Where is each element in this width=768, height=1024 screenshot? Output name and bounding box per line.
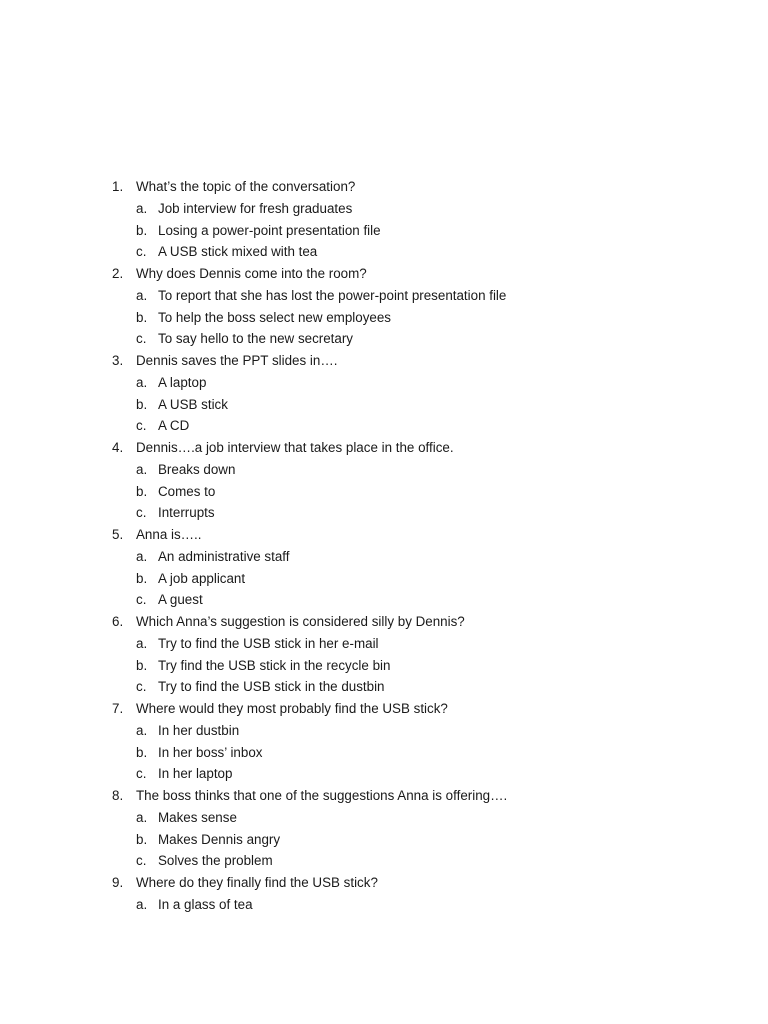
option-text: Interrupts	[158, 505, 215, 521]
question-number: 2.	[112, 266, 124, 281]
option-letter: c.	[136, 331, 147, 347]
option-text: In a glass of tea	[158, 896, 253, 912]
option-text: A USB stick	[158, 396, 228, 412]
option-text: Try to find the USB stick in her e-mail	[158, 635, 379, 651]
question-text: Which Anna’s suggestion is considered silly by Dennis?	[136, 614, 465, 629]
option-item	[0, 568, 768, 590]
option-item	[0, 502, 768, 524]
option-letter: c.	[136, 418, 147, 434]
option-item	[0, 829, 768, 851]
option-text: A CD	[158, 418, 190, 434]
option-letter: b.	[136, 222, 148, 238]
option-text: Try to find the USB stick in the dustbin	[158, 679, 385, 695]
question-number: 9.	[112, 875, 124, 890]
question-number: 5.	[112, 527, 124, 542]
option-text: In her boss’ inbox	[158, 744, 263, 760]
option-letter: a.	[136, 809, 148, 825]
question-3	[0, 350, 768, 372]
question-text: The boss thinks that one of the suggestions Anna is offering….	[136, 788, 508, 803]
option-letter: b.	[136, 396, 148, 412]
question-number: 6.	[112, 614, 124, 629]
option-text: A guest	[158, 592, 203, 608]
question-number: 8.	[112, 788, 124, 803]
option-item	[0, 394, 768, 416]
option-text: Makes Dennis angry	[158, 831, 281, 847]
option-letter: a.	[136, 200, 148, 216]
option-letter: c.	[136, 679, 147, 695]
option-item	[0, 894, 768, 916]
option-text: A USB stick mixed with tea	[158, 244, 318, 260]
question-number: 1.	[112, 179, 124, 194]
option-item	[0, 220, 768, 242]
option-item	[0, 633, 768, 655]
option-letter: b.	[136, 483, 148, 499]
question-9	[0, 872, 768, 894]
option-letter: a.	[136, 635, 148, 651]
option-text: To help the boss select new employees	[158, 309, 391, 325]
option-letter: c.	[136, 505, 147, 521]
option-item	[0, 415, 768, 437]
question-6	[0, 611, 768, 633]
question-text: Where do they finally find the USB stick?	[136, 875, 378, 890]
option-item	[0, 655, 768, 677]
question-text: Where would they most probably find the USB stick?	[136, 701, 448, 716]
question-number: 4.	[112, 440, 124, 455]
option-item	[0, 546, 768, 568]
question-4	[0, 437, 768, 459]
option-text: To say hello to the new secretary	[158, 331, 354, 347]
option-letter: b.	[136, 570, 148, 586]
question-text: Dennis saves the PPT slides in….	[136, 353, 338, 368]
option-item	[0, 372, 768, 394]
option-item	[0, 589, 768, 611]
option-item	[0, 198, 768, 220]
question-number: 7.	[112, 701, 124, 716]
option-text: To report that she has lost the power-point presentation file	[158, 287, 507, 303]
option-text: An administrative staff	[158, 548, 290, 564]
question-1	[0, 176, 768, 198]
option-text: Solves the problem	[158, 853, 273, 869]
option-letter: c.	[136, 592, 147, 608]
option-item	[0, 241, 768, 263]
option-text: In her dustbin	[158, 722, 240, 738]
question-5	[0, 524, 768, 546]
option-text: Job interview for fresh graduates	[158, 200, 353, 216]
option-item	[0, 676, 768, 698]
option-letter: b.	[136, 657, 148, 673]
option-letter: a.	[136, 548, 148, 564]
option-letter: a.	[136, 722, 148, 738]
question-text: Anna is…..	[136, 527, 202, 542]
option-letter: c.	[136, 766, 147, 782]
option-letter: a.	[136, 374, 148, 390]
question-number: 3.	[112, 353, 124, 368]
question-text: Dennis….a job interview that takes place in the office.	[136, 440, 454, 455]
option-letter: c.	[136, 244, 147, 260]
option-item	[0, 328, 768, 350]
option-text: Breaks down	[158, 461, 236, 477]
option-letter: b.	[136, 744, 148, 760]
option-text: Comes to	[158, 483, 216, 499]
option-item	[0, 720, 768, 742]
option-letter: a.	[136, 287, 148, 303]
option-item	[0, 850, 768, 872]
question-2	[0, 263, 768, 285]
option-item	[0, 807, 768, 829]
quiz-list	[0, 176, 768, 916]
option-item	[0, 459, 768, 481]
option-letter: a.	[136, 896, 148, 912]
option-item	[0, 763, 768, 785]
option-item	[0, 481, 768, 503]
question-text: Why does Dennis come into the room?	[136, 266, 367, 281]
option-text: A laptop	[158, 374, 207, 390]
question-8	[0, 785, 768, 807]
option-letter: b.	[136, 309, 148, 325]
option-item	[0, 285, 768, 307]
option-text: A job applicant	[158, 570, 246, 586]
option-letter: a.	[136, 461, 148, 477]
question-text: What’s the topic of the conversation?	[136, 179, 356, 194]
option-letter: c.	[136, 853, 147, 869]
option-item	[0, 742, 768, 764]
option-text: Losing a power-point presentation file	[158, 222, 381, 238]
option-text: Makes sense	[158, 809, 237, 825]
option-text: Try find the USB stick in the recycle bin	[158, 657, 391, 673]
option-letter: b.	[136, 831, 148, 847]
option-text: In her laptop	[158, 766, 233, 782]
option-item	[0, 307, 768, 329]
question-7	[0, 698, 768, 720]
